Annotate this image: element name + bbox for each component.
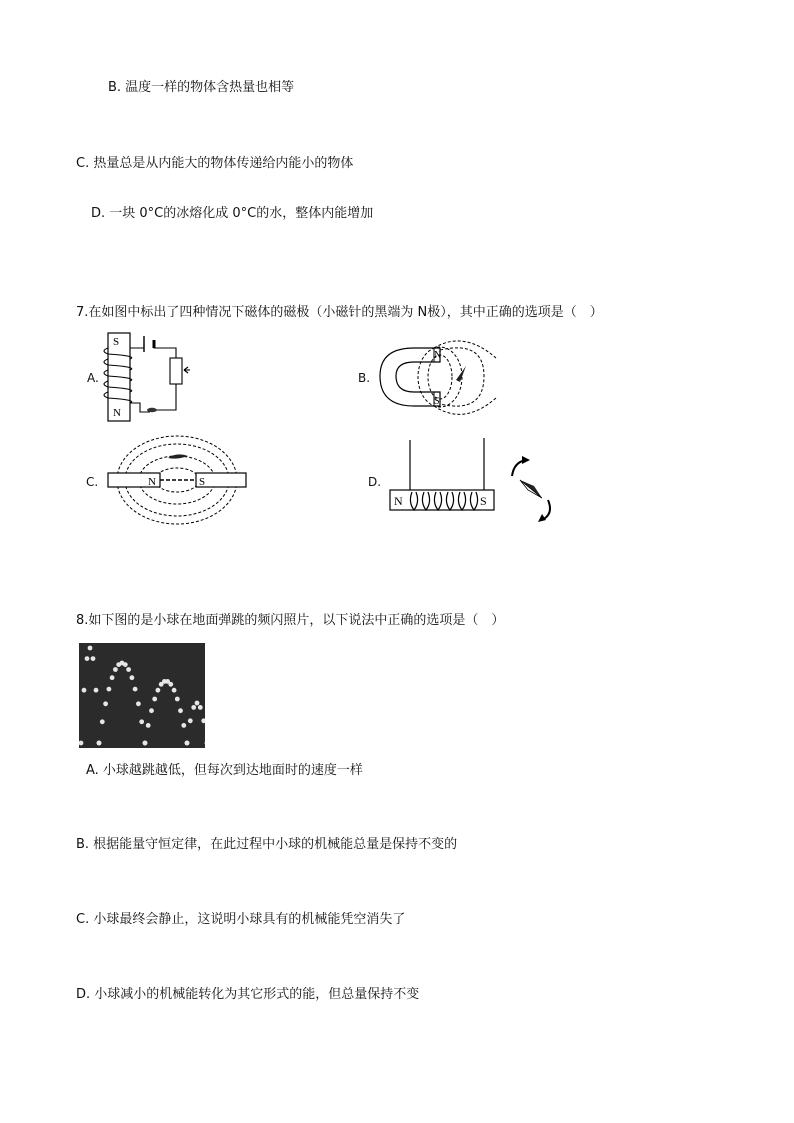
ball-dot (152, 697, 157, 702)
ball-dot (172, 688, 177, 693)
fig-b-pole-s: S (434, 396, 440, 407)
ball-dot (113, 667, 118, 672)
q7-figure-c (104, 432, 250, 530)
ball-dot (156, 688, 161, 693)
q7-figure-d (386, 434, 562, 530)
fig-b-pole-n: N (434, 350, 442, 361)
ball-dot (188, 718, 193, 723)
q7-stem: 7.在如图中标出了四种情况下磁体的磁极（小磁针的黑端为 N极），其中正确的选项是（ ） (76, 305, 603, 320)
ball-dot (198, 705, 203, 710)
q7-label-b: B. (358, 371, 371, 385)
ball-dot (139, 719, 144, 724)
ball-dot (143, 741, 148, 746)
fig-a-pole-n: N (113, 407, 121, 419)
ball-dot (123, 662, 128, 667)
fig-c-pole-n: N (148, 476, 156, 488)
ball-dot (82, 688, 87, 693)
ball-dot (107, 687, 112, 692)
ball-dot (168, 682, 173, 687)
bouncing-ball-photo (79, 643, 205, 748)
fig-a-pole-s: S (113, 336, 120, 348)
ball-dot (88, 646, 93, 651)
ball-dot (85, 656, 90, 661)
fig-d-pole-s: S (480, 494, 487, 508)
ball-dot (178, 708, 183, 713)
ball-dot (97, 741, 102, 746)
ball-dot (181, 723, 186, 728)
fig-c-pole-s: S (199, 476, 206, 488)
ball-dot (136, 701, 141, 706)
q7-figure-a (100, 328, 210, 424)
ball-dot (185, 741, 190, 746)
ball-dot (195, 701, 200, 706)
ball-dot (146, 723, 151, 728)
ball-dot (175, 697, 180, 702)
ball-dot (110, 675, 115, 680)
ball-dot (94, 688, 99, 693)
q8-option-b: B. 根据能量守恒定律，在此过程中小球的机械能总量是保持不变的 (76, 837, 458, 852)
q8-option-d: D. 小球减小的机械能转化为其它形式的能，但总量保持不变 (76, 987, 420, 1002)
q7-figure-b (374, 336, 504, 422)
ball-dot (191, 705, 196, 710)
q8-option-a: A. 小球越跳越低，但每次到达地面时的速度一样 (86, 763, 363, 778)
q6-option-d: D. 一块 0°C的冰熔化成 0°C的水，整体内能增加 (91, 206, 374, 221)
q6-option-c: C. 热量总是从内能大的物体传递给内能小的物体 (76, 156, 354, 171)
fig-d-pole-n: N (394, 494, 403, 508)
ball-dot (133, 687, 138, 692)
ball-dot (103, 701, 108, 706)
ball-dot (130, 675, 135, 680)
ball-dot (91, 656, 96, 661)
ball-dot (149, 708, 154, 713)
ball-dot (100, 719, 105, 724)
q7-label-c: C. (86, 475, 99, 489)
q8-option-c: C. 小球最终会静止，这说明小球具有的机械能凭空消失了 (76, 912, 406, 927)
q7-label-d: D. (368, 475, 382, 489)
q6-option-b: B. 温度一样的物体含热量也相等 (108, 80, 295, 95)
q8-stem: 8.如下图的是小球在地面弹跳的频闪照片，以下说法中正确的选项是（ ） (76, 613, 505, 628)
ball-dot (126, 667, 131, 672)
q7-label-a: A. (87, 371, 99, 385)
